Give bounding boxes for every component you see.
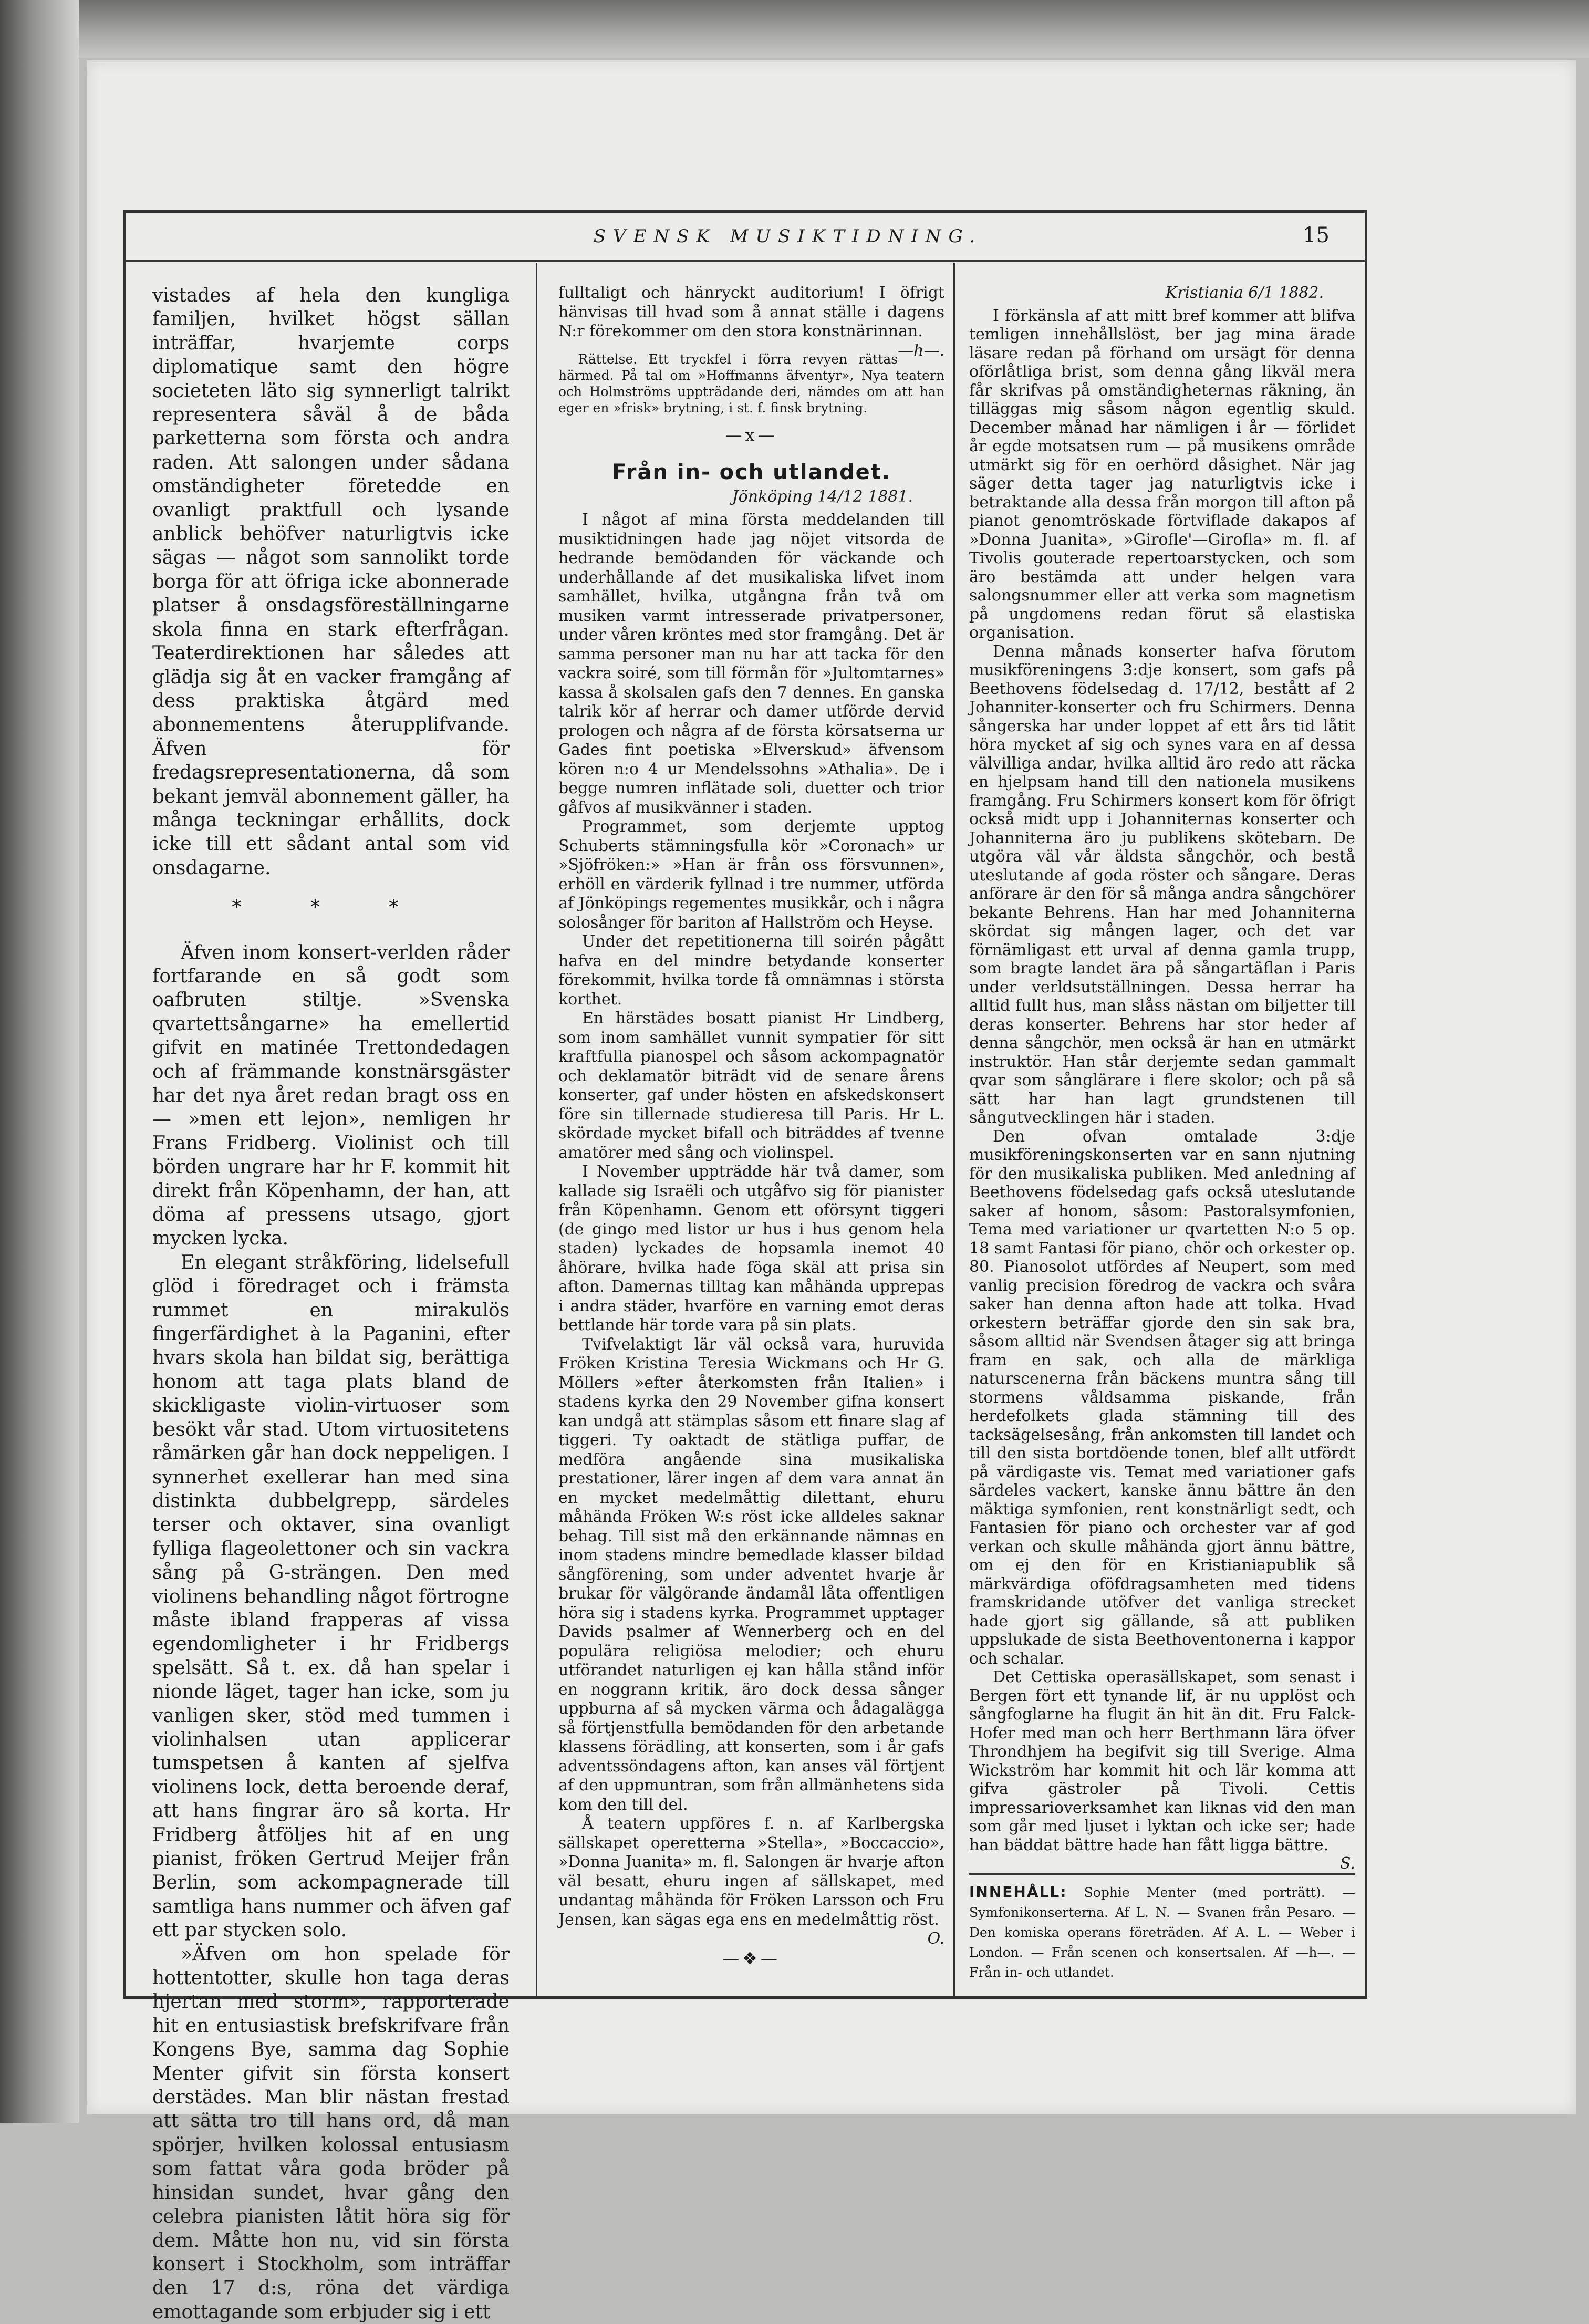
section-divider-stars: * * * — [232, 897, 430, 919]
paragraph: Tvifvelaktigt lär väl också vara, huruvida Fröken Kristina Teresia Wickmans och Hr G. Möllers »efter återkomsten från Italien» i stadens kyrka den 29 November gifna konsert kan undgå att stämplas såsom ett finare slag af tiggeri. Ty oaktadt de stätliga puffar, de medföra angående sina musikaliska prestationer, lärer ingen af dem vara annat än en mycket medelmåttig dilettant, ehuru måhända Fröken W:s röst icke alldeles saknar behag. Till sist må den erkännande nämnas en inom stadens mindre bemedlade klasser bildad sångförening, som under adventet hvarje år brukar för välgörande ändamål låta offentligen höra sig i stadens kyrka. Programmet upptager Davids psalmer af Wennerberg och en del populära religiösa melodier; och ehuru utförandet naturligen ej kan hålla stånd inför en noggrann kritik, äro dock dessa sånger uppburna af så mycken värma och ådagalägga så förtjenstfulla bemödanden för den arbetande klassens förädling, att konserten, som i år gafs adventssöndagens afton, kan anses väl förtjent af den uppmuntran, som från allmänhetens sida kom den till del. — [558, 1335, 944, 1814]
signature: S. — [1339, 1854, 1355, 1873]
paragraph: I något af mina första meddelanden till musiktidningen hade jag nöjet vitsorda de hedrande bemödanden för väckande och underhållande af det musikaliska lifvet inom samhället, hvilka, utgångna från två om musiken varmt intresserade privatpersoner, under våren kröntes med stor framgång. Det är samma personer man nu har att tacka för den vackra soiré, som till förmån för »Jultomtarnes» kassa å skolsalen gafs den 7 dennes. En ganska talrik kör af herrar och damer utförde dervid prologen och några af de första körsatserna ur Gades fint poetiska »Elverskud» äfvensom kören n:o 4 ur Mendelssohns »Athalia». De i begge numren inflätade soli, duetter och trior gåfvos af musikvänner i staden. — [558, 511, 944, 817]
paragraph: En elegant stråkföring, lidelsefull glöd i föredraget och i främsta rummet en mirakulös fingerfärdighet à la Paganini, efter hvars skola han bildat sig, berättiga honom att taga plats bland de skickligaste violin-virtuoser som besökt vår stad. Utom virtuositetens råmärken går han dock neppeligen. I synnerhet exellerar han med sina distinkta dubbelgrepp, särdeles terser och oktaver, sina ovanligt fylliga flageolettoner och sin vackra sång på G-strängen. Den med violinens behandling något förtrogne måste ibland frapperas af vissa egendomligheter i hr Fridbergs spelsätt. Så t. ex. då han spelar i nionde läget, tager han icke, som ju vanligen sker, stöd med tummen i violinhalsen utan applicerar tumspetsen å kanten af sjelfva violinens lock, detta beroende deraf, att hans fingrar äro så korta. Hr Fridberg åtföljes hit af en ung pianist, fröken Gertrud Meijer från Berlin, som ackompagnerade till samtliga hans nummer och äfven gaf ett par stycken solo. — [152, 1251, 510, 1942]
paragraph: I November uppträdde här två damer, som kallade sig Israëli och utgåfvo sig för pianister från Köpenhamn. Genom ett oförsynt tiggeri (de gingo med listor ur hus i hus genom hela staden) lyckades de hopsamla inemot 40 åhörare, hvilka hade föga skäl att prisa sin afton. Damernas tilltag kan måhända upprepas i andra städer, hvarföre en varning emot deras bettlande här torde vara på sin plats. — [558, 1163, 944, 1334]
paragraph: I förkänsla af att mitt bref kommer att blifva temligen innehållslöst, ber jag mina ärade läsare redan på förhand om ursägt för denna oförlåtliga brist, som denna gång likväl mera får skrifvas på omständigheternas räkning, än tilläggas mig såsom någon egentlig skuld. December månad har nämligen i år — förlidet år egde motsatsen rum — på musikens område utmärkt sig för en oerhörd dåsighet. När jag säger detta tager jag naturligtvis icke i betraktande alla dessa från morgon till afton på pianot genomtröskade förtviflade dakapos af »Donna Juanita», »Girofle'—Girofla» m. fl. af Tivolis gouterade repertoarstycken, och som äro bestämda att under helgen vara salongsnummer eller att verka som magnetism på ungdomens redan förut så elastiska organisation. — [969, 306, 1355, 642]
paragraph: Å teatern uppföres f. n. af Karlbergska sällskapet operetterna »Stella», »Boccaccio», »Donna Juanita» m. fl. Salongen är hvarje afton väl besatt, ehuru ingen af sällskapet, med undantag måhända för Fröken Larsson och Fru Jensen, kan sägas ega ens en medelmåttig röst. O. — [558, 1814, 944, 1948]
paragraph: Den ofvan omtalade 3:dje musikföreningskonserten var en sann njutning för den musikaliska publiken. Med anledning af Beethovens födelsedag gafs också uteslutande saker af honom, såsom: Pastoralsymfonien, Tema med variationer ur qvartetten N:o 5 op. 18 samt Fantasi för piano, chör och orkester op. 80. Pianosolot utfördes af Neupert, som med vanlig precision föredrog de vackra och svåra saker han denna afton hade att tolka. Hvad orkestern beträffar gjorde den sin sak bra, såsom alltid när Svendsen åtager sig att bringa fram en sak, och alla de märkliga naturscenerna från bäckens muntra sång till stormens våldsamma piskande, från herdefolkets glada stämning till des tacksägelsesång, från ankomsten till landet och till den sista bortdöende tonen, blef allt utfördt på värdigaste vis. Temat med variationer gafs särdeles vackert, kanske ännu bättre än den mäktiga symfonien, rent konstnärligt sedt, och Fantasien för piano och orchester var af god verkan och skulle måhända gjort ännu bättre, om ej den för en Kristianiapublik så märkvärdiga oföfdragsamheten med tidens framskridande utöfver det vanliga strecket hade gjort sig gällande, så att publiken uppslukade de sista Beethoventonerna i kappor och schalar. — [969, 1127, 1355, 1668]
correction-notice — [558, 351, 944, 416]
column-3 — [969, 284, 1355, 1983]
ornament-divider: —❖— — [722, 1948, 781, 1968]
paragraph: Rättelse. Ett tryckfel i förra revyen rättas härmed. På tal om »Hoffmanns äfventyr», Nya teatern och Holmströms uppträdande deri, nämdes om att han eger en »frisk» brytning, i st. f. finsk brytning. — [558, 351, 944, 416]
paragraph: fulltaligt och hänryckt auditorium! I öfrigt hänvisas till hvad som å annat ställe i dagens N:r förekommer om den stora konstnärinnan. —h—. — [558, 284, 944, 360]
paragraph: Denna månads konserter hafva förutom musikföreningens 3:dje konsert, som gafs på Beethovens födelsedag d. 17/12, bestått af 2 Johanniter-konserter och fru Schirmers. Denna sångerska har under loppet af ett års tid låtit höra mycket af sig och synes vara en af dessa välvilliga andar, hvilka alltid äro redo att räcka en hjelpsam hand till den nationela musikens framgång. Fru Schirmers konsert kom för öfrigt också midt upp i Johanniternas konserter och Johanniterna äro ju publikens skötebarn. De utgöra väl vår äldsta sångchör, och bestå uteslutande af goda röster och sångare. Deras anförare är den för så många andra sångchörer bekante Behrens. Han har med Johanniterna skördat sig mången lager, och det var förnämligast ett urval af denna gamla trupp, som bragte landet ära på sångartäflan i Paris under verldsutställningen. Dessa herrar ha alltid fullt hus, man slåss nästan om biljetter till deras konserter. Behrens har stor heder af denna sångchör, men också är han en utmärkt instruktör. Han står derjemte sedan gammalt qvar som sånglärare i flere skolor; och på så sätt har han lagt grundstenen till sångutvecklingen här i staden. — [969, 642, 1355, 1127]
paragraph: Programmet, som derjemte upptog Schuberts stämningsfulla kör »Coronach» ur »Sjöfröken:» »Han är från oss försvunnen», erhöll en värderik fyllnad i tre nummer, utförda af Jönköpings regementes musikkår, och i några solosånger för bariton af Hallström och Heyse. — [558, 817, 944, 932]
paragraph: »Äfven om hon spelade för hottentotter, skulle hon taga deras hjertan med storm», rapporterade hit en entusiastisk brefskrifvare från Kongens Bye, samma dag Sophie Menter gifvit sin första konsert derstädes. Man blir nästan frestad att sätta tro till hans ord, då man spörjer, hvilken kolossal entusiasm som fattat våra goda bröder på hinsidan sundet, hvar gång den celebra pianisten låtit höra sig för dem. Måtte hon nu, vid sin första konsert i Stockholm, som inträffar den 17 d:s, röna det värdiga emottagande som erbjuder sig i ett — [152, 1943, 510, 2323]
paragraph: En härstädes bosatt pianist Hr Lindberg, som inom samhället vunnit sympatier för sitt kraftfulla pianospel och såsom ackompagnatör och deklamatör biträdt vid de senare årens konserter, gaf under hösten en afskedskonsert före sin tillernade studieresa till Paris. Hr L. skördade mycket bifall och biträddes af tvenne amatörer med sång och violinspel. — [558, 1009, 944, 1162]
dateline: Kristiania 6/1 1882. — [1165, 284, 1324, 302]
signature: —h—. — [898, 341, 944, 360]
paragraph: vistades af hela den kungliga familjen, hvilket högst sällan inträffar, hvarjemte corps diplomatique samt den högre societeten läto sig synnerligt talrikt representera såväl å de båda parketterna som första och andra raden. Att salongen under sådana omständigheter företedde en ovanligt praktfull och lysande anblick behöfver naturligtvis icke sägas — något som sannolikt torde borga för att öfriga icke abonnerade platser å onsdagsföreställningarne skola finna en stark efterfrågan. Teaterdirektionen har således att glädja sig åt en vacker framgång af dess praktiska åtgärd med abonnementens återupplifvande. Äfven för fredagsrepresentationerna, då som bekant jemväl abonnement gäller, ha många teckningar erhållits, dock icke till ett sådant antal som vid onsdagarne. — [152, 285, 510, 879]
column-rule-1 — [536, 263, 537, 1996]
book-binding-shadow — [0, 0, 79, 2123]
header-rule — [123, 260, 1367, 262]
column-1 — [152, 284, 510, 2324]
page-number: 15 — [1303, 223, 1330, 247]
table-of-contents — [969, 1873, 1355, 1983]
dateline: Jönköping 14/12 1881. — [732, 487, 913, 506]
section-title: Från in- och utlandet. — [611, 460, 891, 484]
contents-label: INNEHÅLL: — [969, 1883, 1067, 1901]
signature: O. — [927, 1929, 944, 1948]
contents-text: Sophie Menter (med porträtt). — Symfonikonserterna. Af L. N. — Svanen från Pesaro. — Den komiska operans företräden. Af A. L. — Weber i London. — Från scenen och konsertsalen. Af —h—. — Från in- och utlandet. — [969, 1884, 1356, 1980]
paragraph: Äfven inom konsert-verlden råder fortfarande en så godt som oafbruten stiltje. »Svenska qvartettsångarne» ha emellertid gifvit en matinée Trettondedagen och af främmande konstnärsgäster har det nya året redan bragt oss en — »men ett lejon», nemligen hr Frans Fridberg. Violinist och till börden ungrare har hr F. kommit hit direkt från Köpenhamn, der han, att döma af pressens utsago, gjort mycken lycka. — [152, 941, 510, 1250]
column-rule-2 — [953, 263, 955, 1996]
scan-top-edge — [79, 0, 1589, 58]
paragraph: Under det repetitionerna till soirén pågått hafva en del mindre betydande konserter förekommit, hvilka torde få omnämnas i största korthet. — [558, 932, 944, 1009]
paragraph: Det Cettiska operasällskapet, som senast i Bergen fört ett tynande lif, är nu upplöst och sångfoglarne ha flugit än hit än dit. Fru Falck-Hofer med man och herr Berthmann lära öfver Throndhjem ha begifvit sig till Sverige. Alma Wickström har kommit hit och lär komma att gifva gästroler på Tivoli. Cettis impressarioverksamhet kan liknas vid den man som går med ljuset i lyktan och icke ser; hade han bäddat bättre hade han fått ligga bättre. S. — [969, 1668, 1355, 1873]
column-2 — [558, 284, 944, 1977]
running-head: SVENSK MUSIKTIDNING. — [593, 226, 983, 247]
ornament-divider: —x— — [725, 424, 778, 445]
